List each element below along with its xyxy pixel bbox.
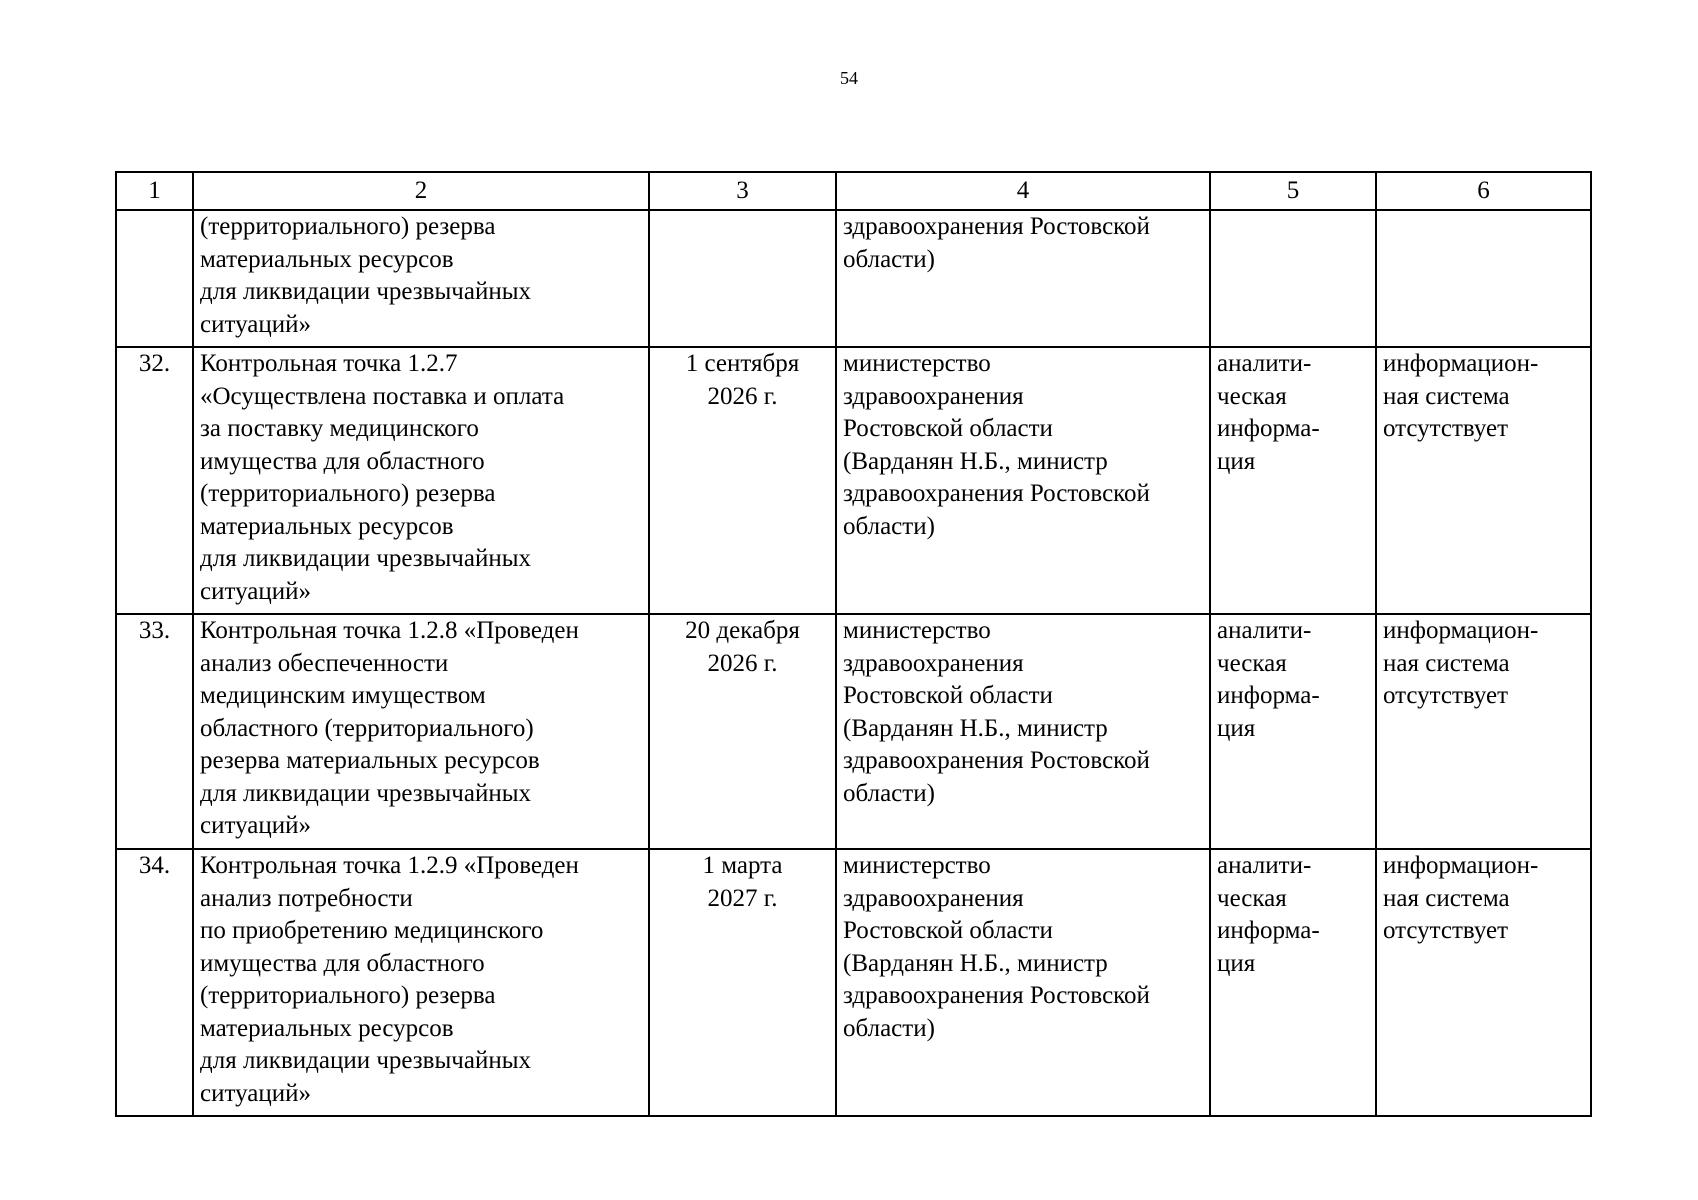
table-row <box>116 614 1591 849</box>
text-line: информацион- <box>1383 350 1539 377</box>
document-type-cell <box>1210 614 1376 849</box>
text-line: для ликвидации чрезвычайных <box>200 545 532 572</box>
text-line: по приобретению медицинского <box>200 917 544 944</box>
text-line: аналити- <box>1217 617 1312 644</box>
text-line: (территориального) резерва <box>200 480 496 507</box>
text-line: 1 марта <box>702 852 783 879</box>
text-line: (Варданян Н.Б., министр <box>843 714 1108 742</box>
text-line: «Осуществлена поставка и оплата <box>200 382 565 410</box>
text-line: здравоохранения Ростовской <box>843 982 1150 1009</box>
text-line: отсутствует <box>1383 415 1509 442</box>
description-cell <box>193 210 649 347</box>
text-line: Ростовской области <box>843 415 1053 442</box>
date-cell <box>649 614 836 849</box>
text-line: области) <box>843 779 935 807</box>
text-line: министерство <box>843 852 991 879</box>
text-line: области) <box>843 1014 935 1042</box>
row-number-cell <box>116 210 193 347</box>
row-number-cell: 33. <box>116 614 193 849</box>
control-points-table <box>115 171 1592 1117</box>
description-cell <box>193 347 649 614</box>
text-line: ситуаций» <box>200 1079 311 1107</box>
text-line: областного (территориального) <box>200 714 534 742</box>
text-line: для ликвидации чрезвычайных <box>200 779 532 807</box>
text-line: 20 декабря <box>685 617 800 644</box>
text-line: ческая <box>1217 884 1287 912</box>
text-line: ция <box>1217 447 1256 475</box>
text-line: материальных ресурсов <box>200 1014 454 1042</box>
text-line: (территориального) резерва <box>200 213 496 240</box>
text-line: здравоохранения <box>843 884 1024 912</box>
text-line: 2027 г. <box>707 884 778 912</box>
text-line: материальных ресурсов <box>200 512 454 540</box>
text-line: Ростовской области <box>843 682 1053 709</box>
text-line: 2026 г. <box>707 649 778 677</box>
description-cell <box>193 849 649 1116</box>
text-line: здравоохранения Ростовской <box>843 747 1150 774</box>
text-line: отсутствует <box>1383 682 1509 709</box>
text-line: информацион- <box>1383 617 1539 644</box>
text-line: анализ обеспеченности <box>200 649 449 677</box>
text-line: (Варданян Н.Б., министр <box>843 447 1108 475</box>
row-number-cell: 34. <box>116 849 193 1116</box>
document-type-cell <box>1210 347 1376 614</box>
text-line: ная система <box>1383 649 1510 677</box>
page-number: 54 <box>840 68 858 88</box>
text-line: информа- <box>1217 415 1320 442</box>
text-line: Ростовской области <box>843 917 1053 944</box>
text-line: анализ потребности <box>200 884 413 912</box>
row-number-cell: 32. <box>116 347 193 614</box>
responsible-cell <box>836 347 1210 614</box>
text-line: для ликвидации чрезвычайных <box>200 1047 532 1074</box>
text-line: Контрольная точка 1.2.7 <box>200 350 458 377</box>
text-line: (территориального) резерва <box>200 982 496 1009</box>
text-line: резерва материальных ресурсов <box>200 747 540 774</box>
text-line: министерство <box>843 350 991 377</box>
text-line: здравоохранения Ростовской <box>843 213 1150 240</box>
text-line: ситуаций» <box>200 812 311 839</box>
text-line: Контрольная точка 1.2.9 «Проведен <box>200 852 579 879</box>
text-line: ная система <box>1383 382 1510 410</box>
text-line: информацион- <box>1383 852 1539 879</box>
text-line: министерство <box>843 617 991 644</box>
text-line: информа- <box>1217 917 1320 944</box>
text-line: области) <box>843 512 935 540</box>
description-cell <box>193 614 649 849</box>
text-line: аналити- <box>1217 852 1312 879</box>
text-line: Контрольная точка 1.2.8 «Проведен <box>200 617 579 644</box>
date-cell <box>649 347 836 614</box>
text-line: имущества для областного <box>200 447 485 475</box>
text-line: информа- <box>1217 682 1320 709</box>
table-row <box>116 210 1591 347</box>
text-line: имущества для областного <box>200 949 485 977</box>
text-line: отсутствует <box>1383 917 1509 944</box>
info-system-cell <box>1376 210 1591 347</box>
table-row <box>116 347 1591 614</box>
date-cell <box>649 210 836 347</box>
document-type-cell <box>1210 210 1376 347</box>
info-system-cell <box>1376 347 1591 614</box>
column-header-5: 5 <box>1210 172 1376 210</box>
column-header-1: 1 <box>116 172 193 210</box>
responsible-cell <box>836 849 1210 1116</box>
text-line: ная система <box>1383 884 1510 912</box>
responsible-cell <box>836 614 1210 849</box>
text-line: ция <box>1217 949 1256 977</box>
column-header-6: 6 <box>1376 172 1591 210</box>
column-header-3: 3 <box>649 172 836 210</box>
text-line: ситуаций» <box>200 577 311 605</box>
column-header-4: 4 <box>836 172 1210 210</box>
info-system-cell <box>1376 849 1591 1116</box>
table-header-row <box>116 172 1591 210</box>
table-row <box>116 849 1591 1116</box>
text-line: за поставку медицинского <box>200 415 479 442</box>
text-line: здравоохранения <box>843 382 1024 410</box>
text-line: ция <box>1217 714 1256 742</box>
responsible-cell <box>836 210 1210 347</box>
text-line: ческая <box>1217 382 1287 410</box>
column-header-2: 2 <box>193 172 649 210</box>
text-line: ситуаций» <box>200 310 311 338</box>
text-line: материальных ресурсов <box>200 245 454 273</box>
text-line: медицинским имуществом <box>200 682 486 709</box>
text-line: 2026 г. <box>707 382 778 410</box>
date-cell <box>649 849 836 1116</box>
text-line: аналити- <box>1217 350 1312 377</box>
text-line: здравоохранения <box>843 649 1024 677</box>
document-type-cell <box>1210 849 1376 1116</box>
text-line: области) <box>843 245 935 273</box>
text-line: 1 сентября <box>685 350 800 377</box>
text-line: для ликвидации чрезвычайных <box>200 278 532 305</box>
text-line: здравоохранения Ростовской <box>843 480 1150 507</box>
text-line: (Варданян Н.Б., министр <box>843 949 1108 977</box>
info-system-cell <box>1376 614 1591 849</box>
text-line: ческая <box>1217 649 1287 677</box>
